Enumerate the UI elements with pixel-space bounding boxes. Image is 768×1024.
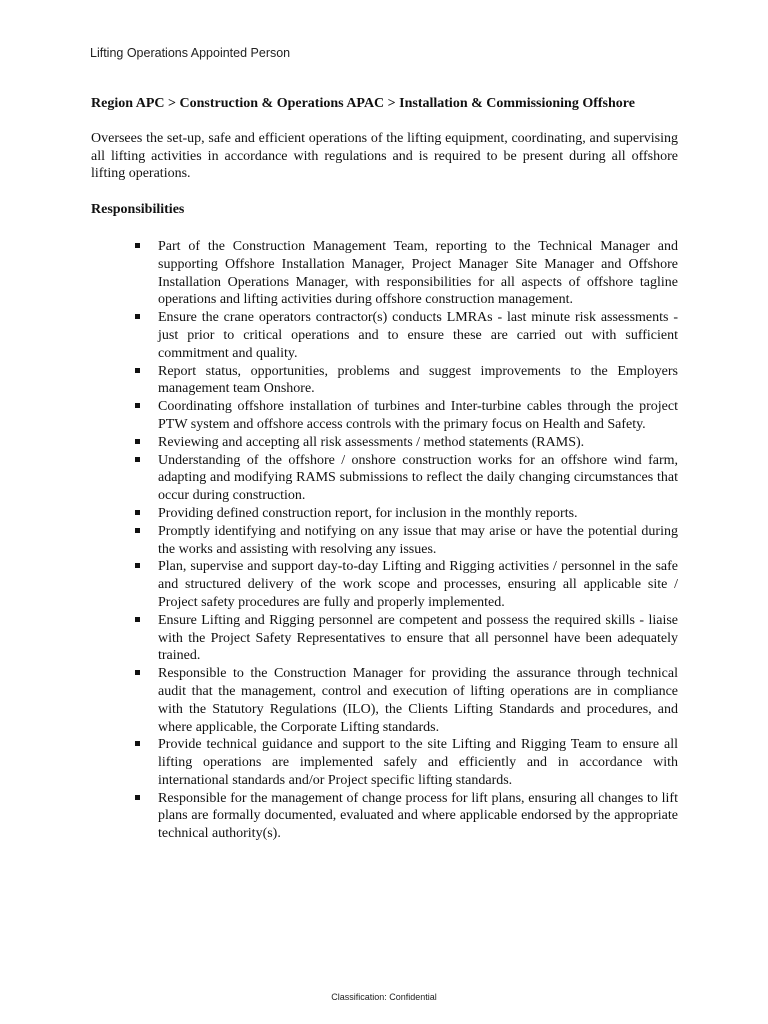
list-item-text: Coordinating offshore installation of turbines and Inter-turbine cables through the project PTW system and offshore access controls with the primary focus on Health and Safety. [158,399,678,432]
list-item-text: Providing defined construction report, for inclusion in the monthly reports. [158,505,578,521]
square-bullet-icon [135,528,140,533]
list-item [158,790,678,843]
list-item [158,505,678,523]
list-item [158,238,678,309]
list-item-text: Plan, supervise and support day-to-day Lifting and Rigging activities / personnel in the safe and structured delivery of the work scope and processes, ensuring all applicable site / Project safety procedures are fully and properly implemented. [158,559,678,610]
list-item [158,736,678,789]
breadcrumb-heading: Region APC > Construction & Operations APAC > Installation & Commissioning Offshore [91,96,635,111]
square-bullet-icon [135,243,140,248]
list-item-text: Responsible for the management of change process for lift plans, ensuring all changes to lift plans are formally documented, evaluated and where applicable endorsed by the appropriate technical authority(s). [158,790,678,842]
square-bullet-icon [135,741,140,746]
intro-paragraph: Oversees the set-up, safe and efficient operations of the lifting equipment, coordinating, and supervising all lifting activities in accordance with regulations and is required to be present during all offshore lifting operations. [91,130,678,182]
responsibilities-heading: Responsibilities [91,202,185,218]
page-header-title: Lifting Operations Appointed Person [90,46,291,60]
list-item-text: Report status, opportunities, problems and suggest improvements to the Employers management team Onshore. [158,363,678,397]
list-item [158,558,678,611]
list-item [158,398,678,434]
list-item [158,452,678,505]
square-bullet-icon [135,439,140,444]
list-item-text: Provide technical guidance and support to the site Lifting and Rigging Team to ensure all lifting operations are implemented safely and efficiently and in accordance with international standards and/or Project specific lifting standards. [158,737,678,788]
square-bullet-icon [135,403,140,408]
list-item [158,309,678,362]
list-item-text: Part of the Construction Management Team, reporting to the Technical Manager and supporting Offshore Installation Manager, Project Manager Site Manager and Offshore Installation Operations Manager, with responsibilities for all aspects of offshore tagline operations and lifting activities during offshore construction management. [158,238,678,308]
list-item-text: Ensure the crane operators contractor(s) conducts LMRAs - last minute risk assessments - just prior to critical operations and to ensure these are carried out with sufficient commitment and quality. [158,310,678,361]
square-bullet-icon [135,368,140,373]
list-item-text: Reviewing and accepting all risk assessments / method statements (RAMS). [158,434,585,450]
square-bullet-icon [135,510,140,515]
list-item [158,363,678,399]
square-bullet-icon [135,617,140,622]
classification-footer: Classification: Confidential [331,992,437,1002]
list-item-text: Promptly identifying and notifying on any issue that may arise or have the potential during the works and assisting with resolving any issues. [158,523,678,557]
square-bullet-icon [135,670,140,675]
list-item [158,665,678,736]
square-bullet-icon [135,457,140,462]
list-item-text: Ensure Lifting and Rigging personnel are competent and possess the required skills - liaise with the Project Safety Representatives to ensure that all personnel have been adequately trained. [158,612,678,664]
list-item [158,612,678,665]
list-item [158,434,678,452]
list-item-text: Understanding of the offshore / onshore construction works for an offshore wind farm, adapting and modifying RAMS submissions to reflect the daily changing circumstances that occur during construction. [158,452,678,504]
square-bullet-icon [135,314,140,319]
responsibilities-list [91,238,678,843]
list-item [158,523,678,559]
square-bullet-icon [135,563,140,568]
document-body [91,95,678,843]
square-bullet-icon [135,795,140,800]
list-item-text: Responsible to the Construction Manager for providing the assurance through technical audit that the management, control and execution of lifting operations are in compliance with the Statutory Regulations (ILO), the Clients Lifting Standards and procedures, and where applicable, the Corporate Lifting standards. [158,666,678,735]
